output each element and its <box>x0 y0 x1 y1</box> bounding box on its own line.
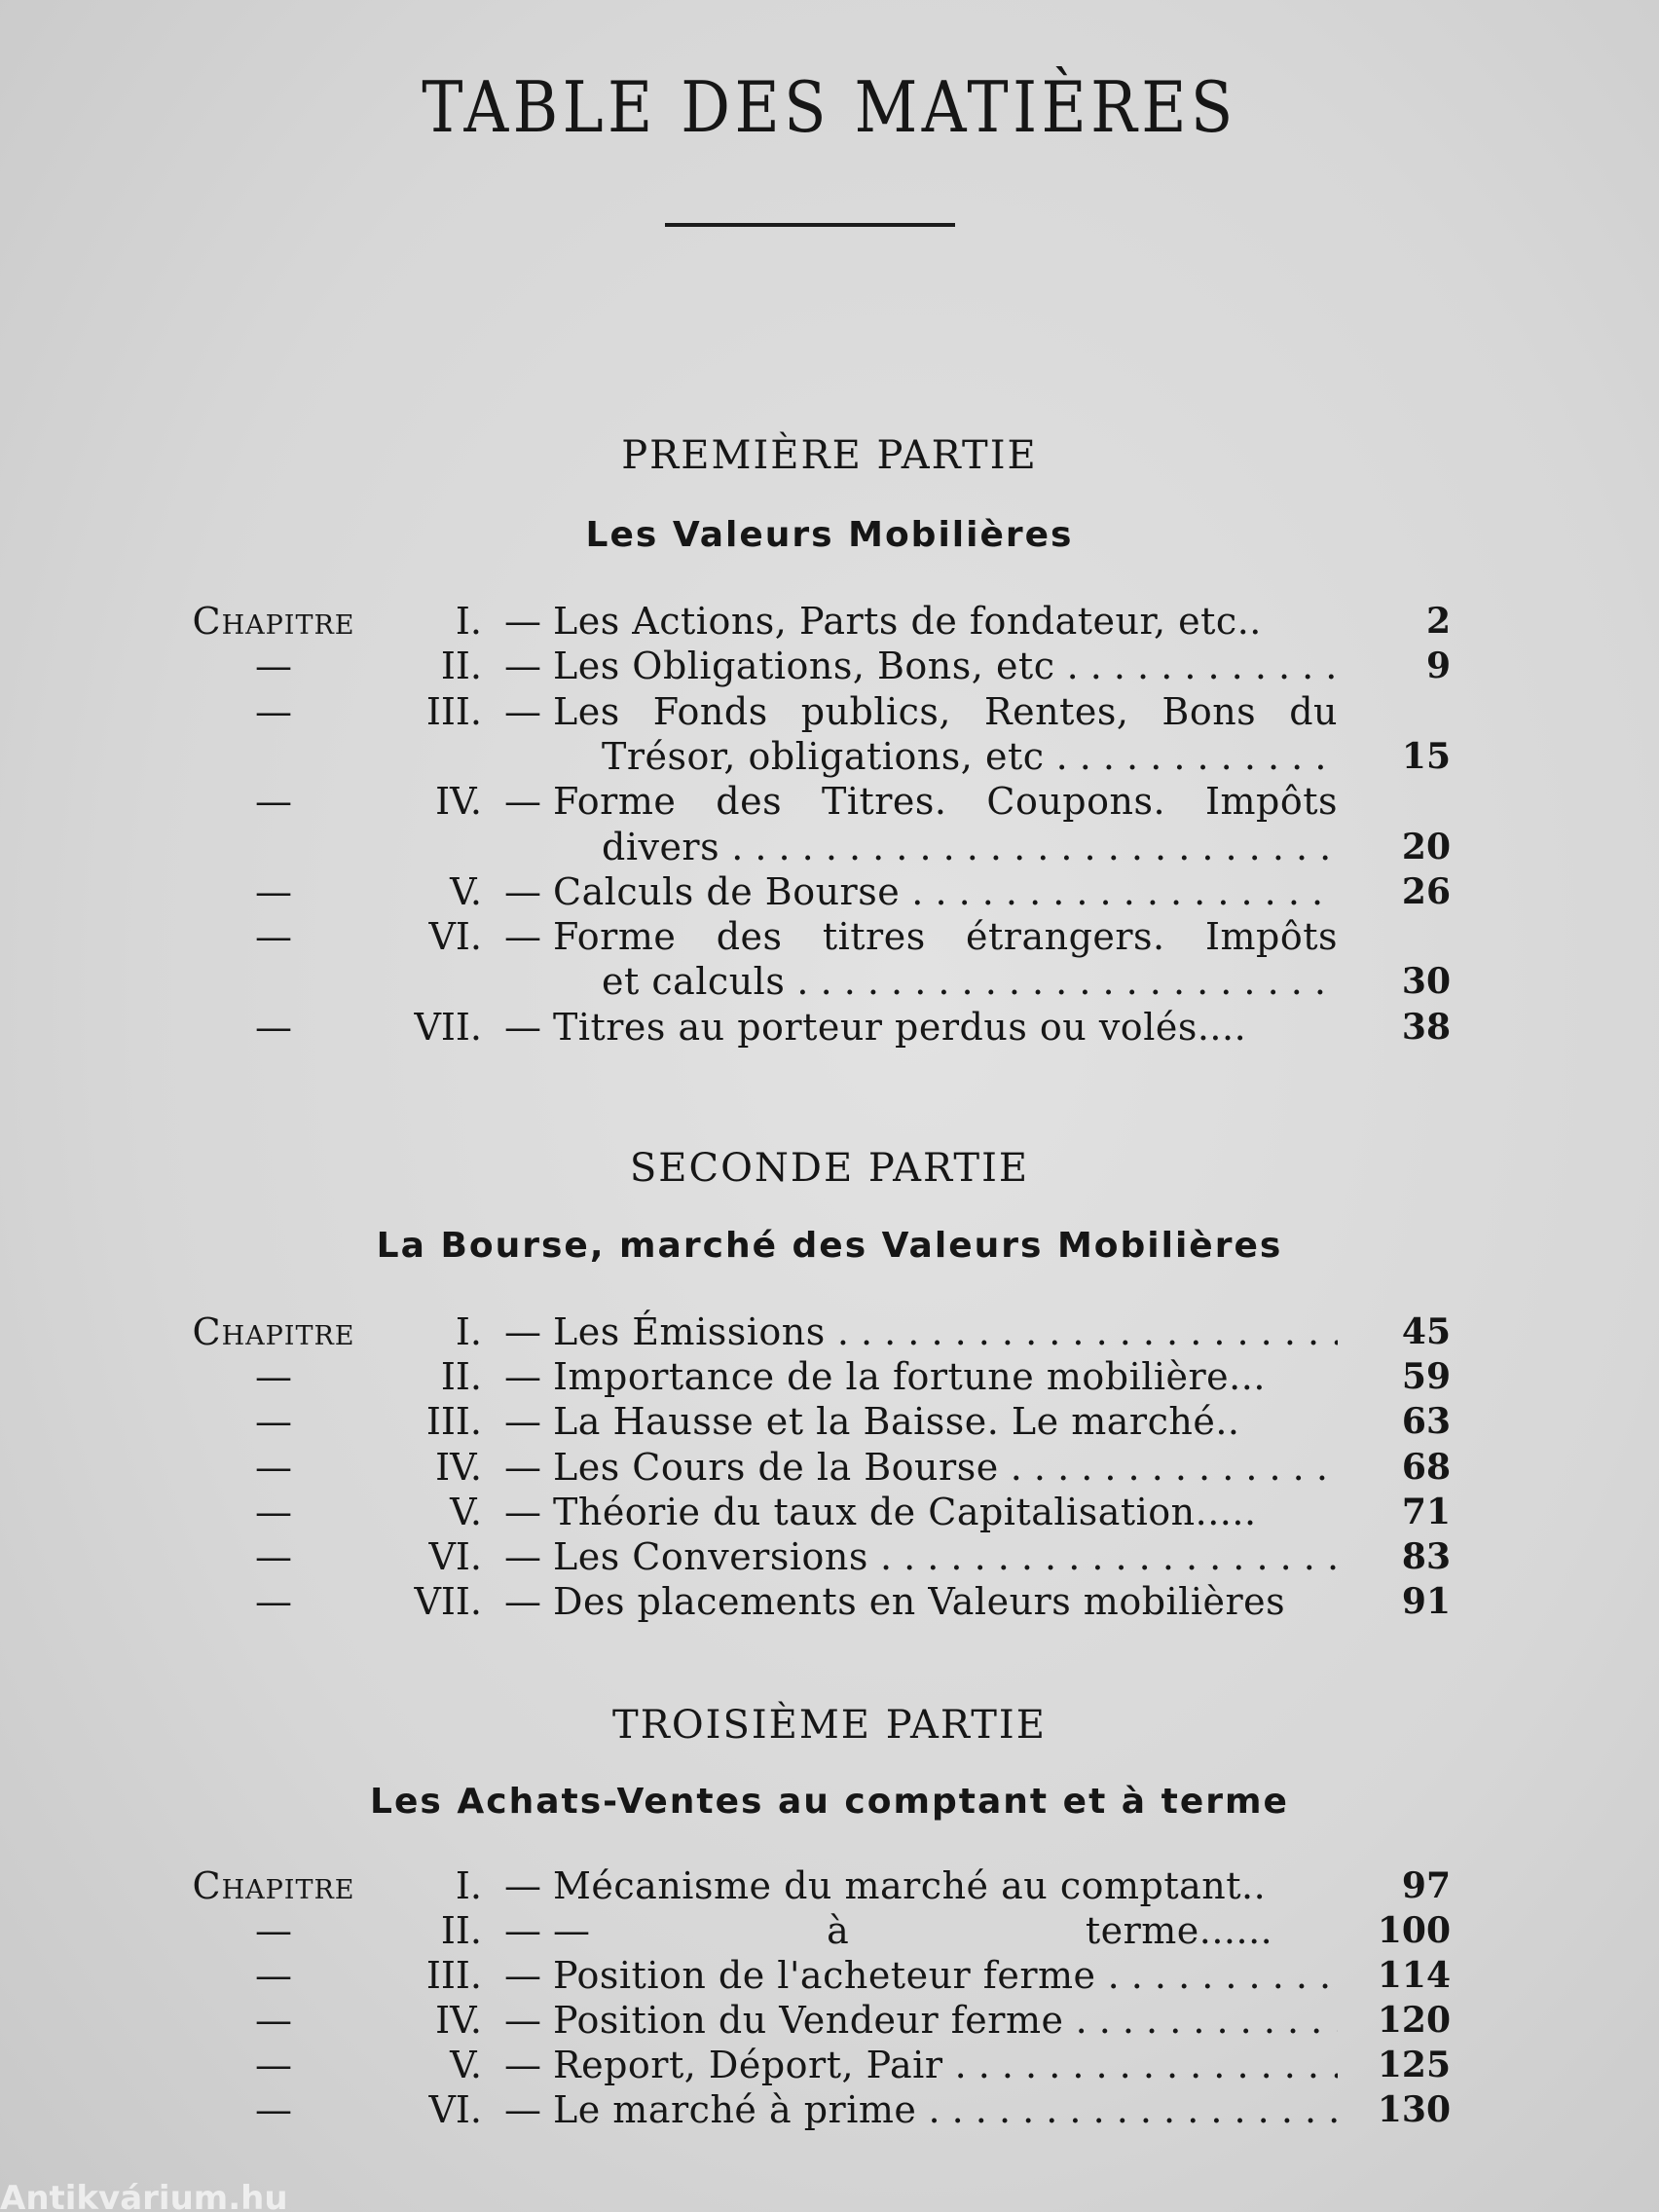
chapter-title: Les Obligations, Bons, etc . . . <box>553 644 1338 688</box>
chapter-number: VI. <box>428 1535 482 1578</box>
chapter-prefix: — <box>255 1490 292 1533</box>
toc-row <box>0 1005 1659 1050</box>
part-1-heading: PREMIÈRE PARTIE <box>621 433 1038 478</box>
chapter-prefix: — <box>255 2088 292 2131</box>
page-title: TABLE DES MATIÈRES <box>422 66 1237 148</box>
toc-row <box>0 734 1659 779</box>
chapter-prefix: — <box>255 689 292 733</box>
page-number: 15 <box>1401 735 1451 777</box>
chapter-number: II. <box>440 1909 482 1952</box>
toc-row <box>0 1953 1659 1998</box>
chapter-dash: — <box>504 1355 541 1399</box>
chapter-number: IV. <box>435 780 482 824</box>
toc-row <box>0 1998 1659 2043</box>
page-number: 71 <box>1401 1491 1451 1532</box>
part-2-subtitle: La Bourse, marché des Valeurs Mobilières <box>376 1226 1283 1266</box>
page-number: 125 <box>1377 2045 1451 2085</box>
chapter-prefix: — <box>255 1445 292 1489</box>
chapter-dash: — <box>504 1490 541 1533</box>
chapter-dash: — <box>504 1400 541 1444</box>
chapter-prefix: — <box>255 1909 292 1952</box>
page-number: 9 <box>1425 645 1451 687</box>
toc-row <box>0 1354 1659 1399</box>
chapter-number: VI. <box>428 2088 482 2131</box>
chapter-title: Théorie du taux de Capitalisation..... <box>553 1490 1257 1533</box>
page-number: 120 <box>1377 2000 1451 2041</box>
part-2-heading: SECONDE PARTIE <box>629 1146 1030 1191</box>
chapter-dash: — <box>504 1999 541 2042</box>
chapter-dash: — <box>504 915 541 959</box>
chapter-dash: — <box>504 1535 541 1578</box>
toc-row <box>0 1534 1659 1579</box>
page-number: 2 <box>1425 601 1451 642</box>
toc-row <box>0 2087 1659 2132</box>
chapter-title: Les Cours de la Bourse . . . <box>553 1445 1338 1490</box>
chapter-prefix: Chapitre <box>192 600 355 643</box>
chapter-title: Les Émissions . . . <box>553 1309 1338 1354</box>
chapter-prefix: — <box>255 1580 292 1624</box>
part-1-subtitle: Les Valeurs Mobilières <box>585 515 1074 555</box>
chapter-number: III. <box>425 689 482 733</box>
watermark: Antikvárium.hu <box>0 2179 288 2212</box>
chapter-number: II. <box>440 1355 482 1399</box>
chapter-dash: — <box>504 869 541 913</box>
chapter-prefix: Chapitre <box>192 1864 355 1907</box>
toc-row <box>0 1309 1659 1354</box>
chapter-title: Le marché à prime . . . <box>553 2087 1338 2132</box>
toc-row <box>0 869 1659 914</box>
toc-row <box>0 825 1659 869</box>
chapter-title: Mécanisme du marché au comptant.. <box>553 1864 1267 1907</box>
chapter-title: Les Fonds publics, Rentes, Bons du <box>553 689 1338 733</box>
toc-row <box>0 1863 1659 1908</box>
chapter-prefix: — <box>255 915 292 959</box>
toc-row <box>0 1579 1659 1624</box>
chapter-title: Position de l'acheteur ferme . . . <box>553 1953 1338 1998</box>
part-3-heading: TROISIÈME PARTIE <box>612 1703 1047 1748</box>
chapter-title: Forme des Titres. Coupons. Impôts <box>553 780 1338 824</box>
chapter-prefix: — <box>255 1954 292 1997</box>
toc-row <box>0 2043 1659 2087</box>
page-number: 26 <box>1401 870 1451 912</box>
chapter-prefix: — <box>255 2044 292 2086</box>
chapter-title: Forme des titres étrangers. Impôts <box>553 915 1338 959</box>
toc-row <box>0 914 1659 959</box>
page-number: 45 <box>1401 1311 1451 1352</box>
chapter-number: V. <box>450 869 482 913</box>
chapter-number: VI. <box>428 915 482 959</box>
chapter-title: Titres au porteur perdus ou volés.... <box>553 1005 1247 1049</box>
toc-row <box>0 644 1659 688</box>
page-number: 38 <box>1401 1006 1451 1048</box>
page-number: 114 <box>1377 1955 1451 1996</box>
chapter-dash: — <box>504 1909 541 1952</box>
toc-row <box>0 959 1659 1004</box>
page-number: 68 <box>1401 1446 1451 1488</box>
chapter-prefix: — <box>255 869 292 913</box>
chapter-title: Les Conversions . . . <box>553 1534 1338 1579</box>
chapter-prefix: — <box>255 1999 292 2042</box>
chapter-dash: — <box>504 1005 541 1049</box>
page-number: 97 <box>1401 1865 1451 1906</box>
chapter-dash: — <box>504 2088 541 2131</box>
chapter-dash: — <box>504 645 541 688</box>
chapter-dash: — <box>504 1954 541 1997</box>
chapter-prefix: — <box>255 780 292 824</box>
chapter-number: IV. <box>435 1999 482 2042</box>
chapter-dash: — <box>504 780 541 824</box>
chapter-dash: — <box>504 600 541 643</box>
chapter-number: I. <box>455 1310 482 1353</box>
toc-row <box>0 1445 1659 1490</box>
part-3-subtitle: Les Achats-Ventes au comptant et à terme <box>370 1782 1289 1822</box>
toc-row <box>0 1908 1659 1953</box>
chapter-number: I. <box>455 600 482 643</box>
chapter-dash: — <box>504 1310 541 1353</box>
page-number: 20 <box>1401 826 1451 867</box>
chapter-title: Position du Vendeur ferme . . . <box>553 1998 1338 2043</box>
chapter-title: Les Actions, Parts de fondateur, etc.. <box>553 600 1262 643</box>
chapter-number: VII. <box>414 1005 482 1049</box>
toc-row <box>0 1399 1659 1444</box>
chapter-prefix: Chapitre <box>192 1310 355 1353</box>
chapter-dash: — <box>504 1580 541 1624</box>
chapter-title: divers . . . <box>602 825 1338 869</box>
page-number: 59 <box>1401 1356 1451 1398</box>
chapter-prefix: — <box>255 645 292 688</box>
chapter-dash: — <box>504 689 541 733</box>
chapter-title: Trésor, obligations, etc . . . <box>602 734 1338 779</box>
chapter-title: La Hausse et la Baisse. Le marché.. <box>553 1400 1240 1444</box>
page-number: 83 <box>1401 1536 1451 1577</box>
chapter-number: V. <box>450 1490 482 1533</box>
page-number: 30 <box>1401 961 1451 1003</box>
chapter-title: Des placements en Valeurs mobilières <box>553 1580 1286 1624</box>
chapter-number: VII. <box>414 1580 482 1624</box>
chapter-dash: — <box>504 2044 541 2086</box>
page-number: 63 <box>1401 1401 1451 1443</box>
chapter-number: V. <box>450 2044 482 2086</box>
chapter-title: Importance de la fortune mobilière... <box>553 1355 1266 1399</box>
title-rule <box>665 223 955 227</box>
chapter-number: I. <box>455 1864 482 1907</box>
chapter-title: et calculs . . . <box>602 959 1338 1004</box>
chapter-prefix: — <box>255 1400 292 1444</box>
chapter-dash: — <box>504 1864 541 1907</box>
toc-row <box>0 599 1659 644</box>
chapter-number: III. <box>425 1400 482 1444</box>
toc-row <box>0 689 1659 734</box>
chapter-number: IV. <box>435 1445 482 1489</box>
chapter-prefix: — <box>255 1355 292 1399</box>
page-number: 91 <box>1401 1581 1451 1623</box>
page-number: 130 <box>1377 2089 1451 2130</box>
chapter-number: II. <box>440 645 482 688</box>
toc-row <box>0 1490 1659 1534</box>
chapter-title: — à terme...... <box>553 1909 1273 1952</box>
chapter-prefix: — <box>255 1535 292 1578</box>
chapter-title: Calculs de Bourse . . . <box>553 869 1338 914</box>
chapter-dash: — <box>504 1445 541 1489</box>
chapter-prefix: — <box>255 1005 292 1049</box>
page-number: 100 <box>1377 1910 1451 1951</box>
chapter-title: Report, Déport, Pair . . . <box>553 2043 1338 2087</box>
toc-row <box>0 779 1659 824</box>
chapter-number: III. <box>425 1954 482 1997</box>
